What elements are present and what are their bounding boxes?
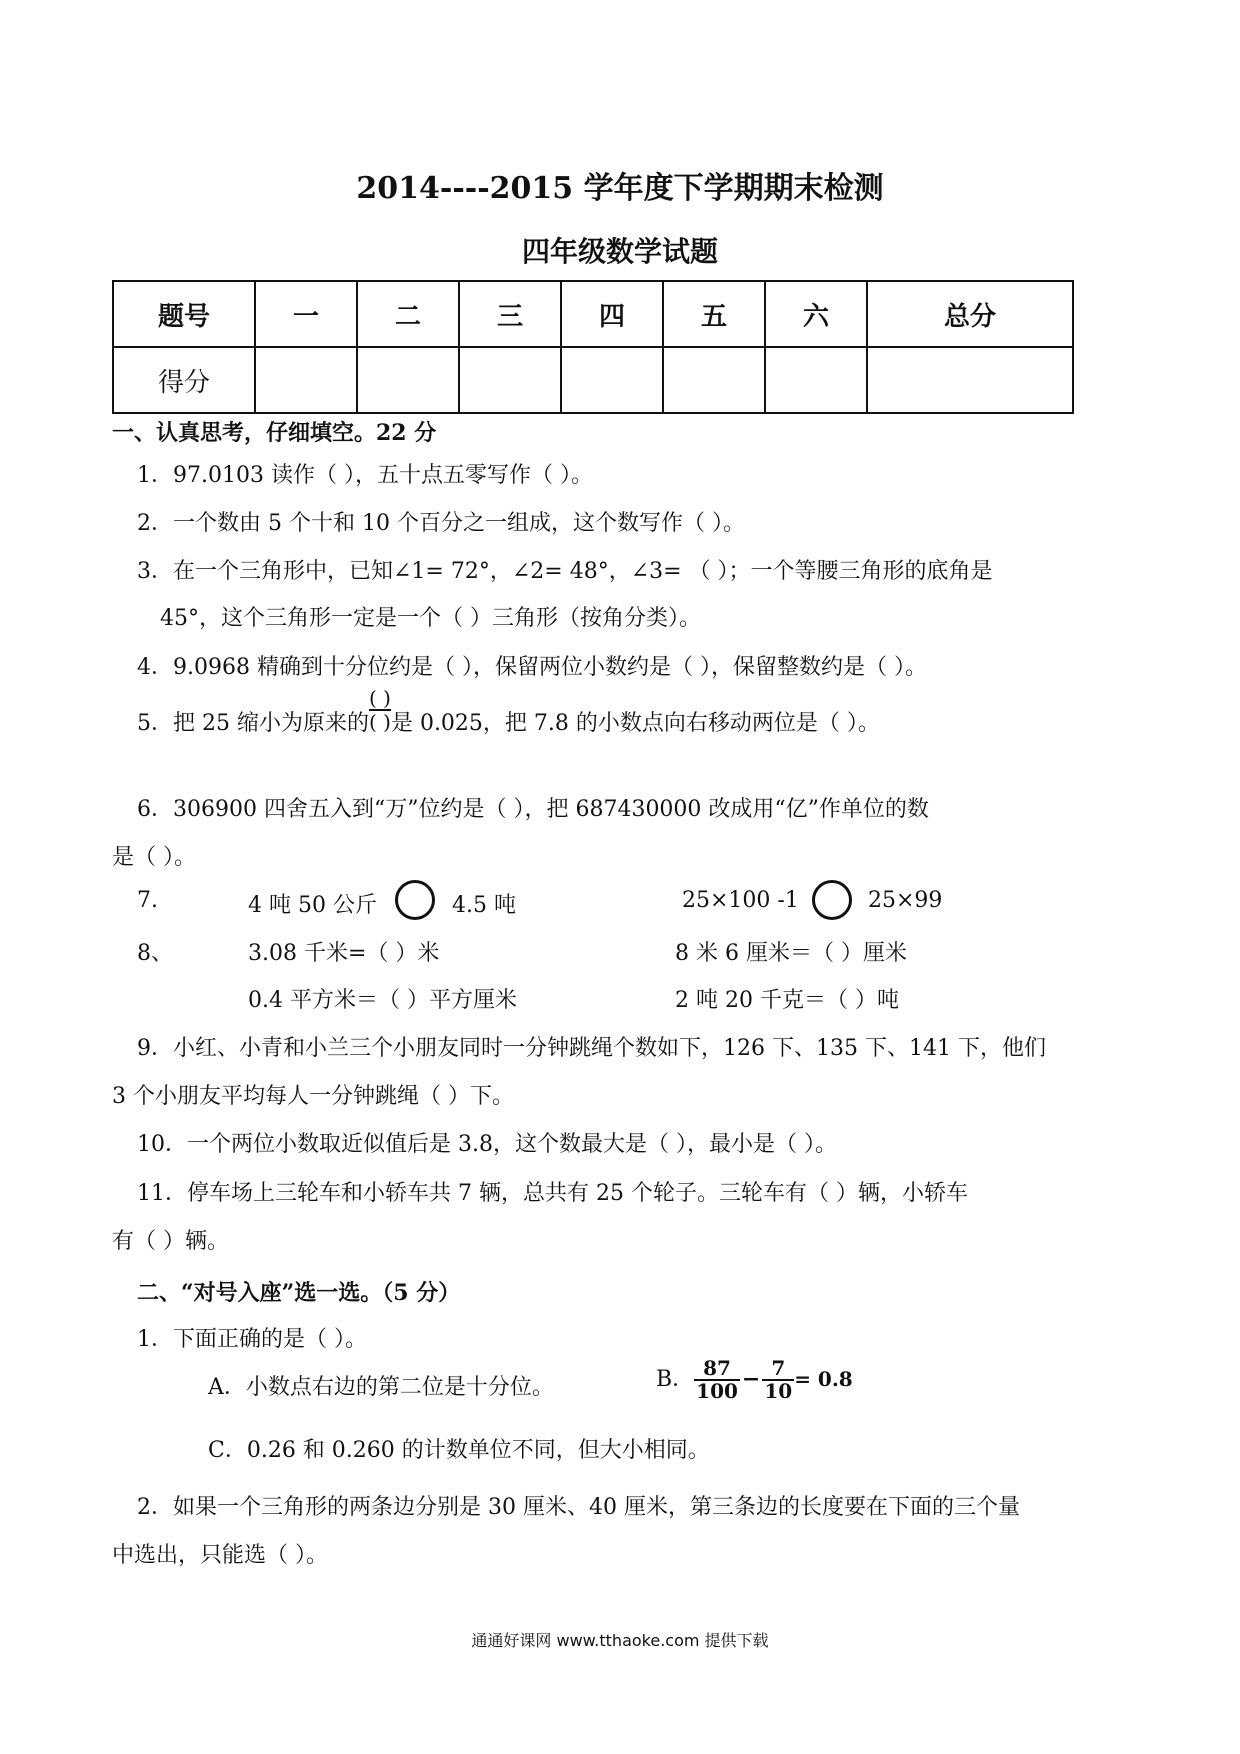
question-1-9-line2: 3 个小朋友平均每人一分钟跳绳（ ）下。 [112, 1084, 514, 1109]
fraction-7-10 [762, 1358, 794, 1402]
footer-credit: 通通好课网 www.tthaoke.com 提供下载 [471, 1631, 769, 1650]
score-table [112, 280, 1074, 414]
frac-numerator: 87 [694, 1358, 740, 1381]
score-cell[interactable] [765, 347, 867, 413]
section1-heading: 一、认真思考，仔细填空。22 分 [112, 420, 437, 446]
q2-1-option-a: A．小数点右边的第二位是十分位。 [208, 1375, 554, 1400]
question-1-11-line1: 11．停车场上三轮车和小轿车共 7 辆，总共有 25 个轮子。三轮车有（ ）辆，小轿车 [137, 1181, 968, 1206]
question-1-4: 4．9.0968 精确到十分位约是（ ），保留两位小数约是（ ），保留整数约是（ ）。 [137, 655, 927, 680]
q7-compare-circle-2[interactable] [812, 880, 852, 920]
q8-d: 2 吨 20 千克＝（ ）吨 [675, 988, 899, 1013]
minus-sign: − [741, 1366, 761, 1392]
score-cell[interactable] [663, 347, 765, 413]
question-1-9-line1: 9．小红、小青和小兰三个小朋友同时一分钟跳绳个数如下，126 下、135 下、141 下，他们 [137, 1036, 1046, 1061]
frac-denominator: 10 [764, 1379, 793, 1403]
score-table-header-row [113, 281, 1073, 347]
q5-prefix: 5．把 25 缩小为原来的 [137, 711, 369, 736]
question-2-2-line2: 中选出，只能选（ ）。 [112, 1543, 328, 1568]
question-1-1: 1．97.0103 读作（ ），五十点五零写作（ ）。 [137, 463, 593, 488]
exam-subtitle: 四年级数学试题 [521, 235, 718, 268]
score-cell[interactable] [255, 347, 357, 413]
score-table-header: 二 [357, 281, 459, 347]
frac-numerator: 7 [762, 1358, 794, 1381]
q8-c: 0.4 平方米＝（ ）平方厘米 [248, 988, 517, 1013]
q8-b: 8 米 6 厘米＝（ ）厘米 [675, 941, 907, 966]
question-1-3-line2: 45°，这个三角形一定是一个（ ）三角形（按角分类）。 [160, 606, 701, 631]
q2-1-option-b-label: B． [656, 1367, 695, 1392]
score-table-header: 题号 [113, 281, 255, 347]
q5-fraction [369, 687, 391, 733]
question-1-10: 10．一个两位小数取近似值后是 3.8，这个数最大是（ ），最小是（ ）。 [137, 1132, 837, 1157]
question-2-2-line1: 2．如果一个三角形的两条边分别是 30 厘米、40 厘米，第三条边的长度要在下面的三个量 [137, 1495, 1020, 1520]
frac-denominator: 100 [696, 1379, 738, 1403]
q8-a: 3.08 千米=（ ）米 [248, 941, 440, 966]
q2-1-option-c: C．0.26 和 0.260 的计数单位不同，但大小相同。 [208, 1438, 710, 1463]
question-1-11-line2: 有（ ）辆。 [112, 1229, 229, 1254]
section2-heading: 二、“对号入座”选一选。（5 分） [137, 1280, 461, 1306]
q7-left-b: 4.5 吨 [452, 893, 516, 918]
q7-right-b: 25×99 [868, 888, 943, 913]
q5-suffix: 是 0.025，把 7.8 的小数点向右移动两位是（ ）。 [390, 711, 880, 736]
score-table-header: 总分 [867, 281, 1073, 347]
q8-number: 8、 [137, 941, 173, 966]
score-table-header: 四 [561, 281, 663, 347]
score-table-header: 六 [765, 281, 867, 347]
q7-compare-circle-1[interactable] [395, 880, 435, 920]
score-table-score-row [113, 347, 1073, 413]
q5-frac-den: ( ) [368, 710, 391, 734]
score-cell[interactable] [561, 347, 663, 413]
q5-frac-num: ( ) [368, 686, 391, 710]
q7-number: 7. [137, 888, 158, 913]
score-cell[interactable] [459, 347, 561, 413]
score-cell[interactable] [357, 347, 459, 413]
option-b-result: = 0.8 [794, 1367, 853, 1391]
q7-left-a: 4 吨 50 公斤 [248, 893, 377, 918]
exam-title: 2014----2015 学年度下学期期末检测 [356, 171, 884, 206]
question-1-5 [137, 686, 880, 737]
question-1-6-line2: 是（ ）。 [112, 845, 196, 870]
score-cell[interactable] [867, 347, 1073, 413]
fraction-87-100 [694, 1358, 740, 1402]
q7-right-a: 25×100 -1 [682, 888, 799, 913]
score-table-header: 一 [255, 281, 357, 347]
question-1-3-line1: 3．在一个三角形中，已知∠1= 72°，∠2= 48°，∠3= （ ）；一个等腰三角形的底角是 [137, 559, 993, 584]
score-row-label: 得分 [113, 347, 255, 413]
question-1-6-line1: 6．306900 四舍五入到“万”位约是（ ），把 687430000 改成用“亿”作单位的数 [137, 797, 929, 822]
question-1-2: 2．一个数由 5 个十和 10 个百分之一组成，这个数写作（ ）。 [137, 511, 745, 536]
question-2-1: 1．下面正确的是（ ）。 [137, 1327, 367, 1352]
score-table-header: 五 [663, 281, 765, 347]
score-table-header: 三 [459, 281, 561, 347]
q2-1-option-b [656, 1358, 853, 1402]
